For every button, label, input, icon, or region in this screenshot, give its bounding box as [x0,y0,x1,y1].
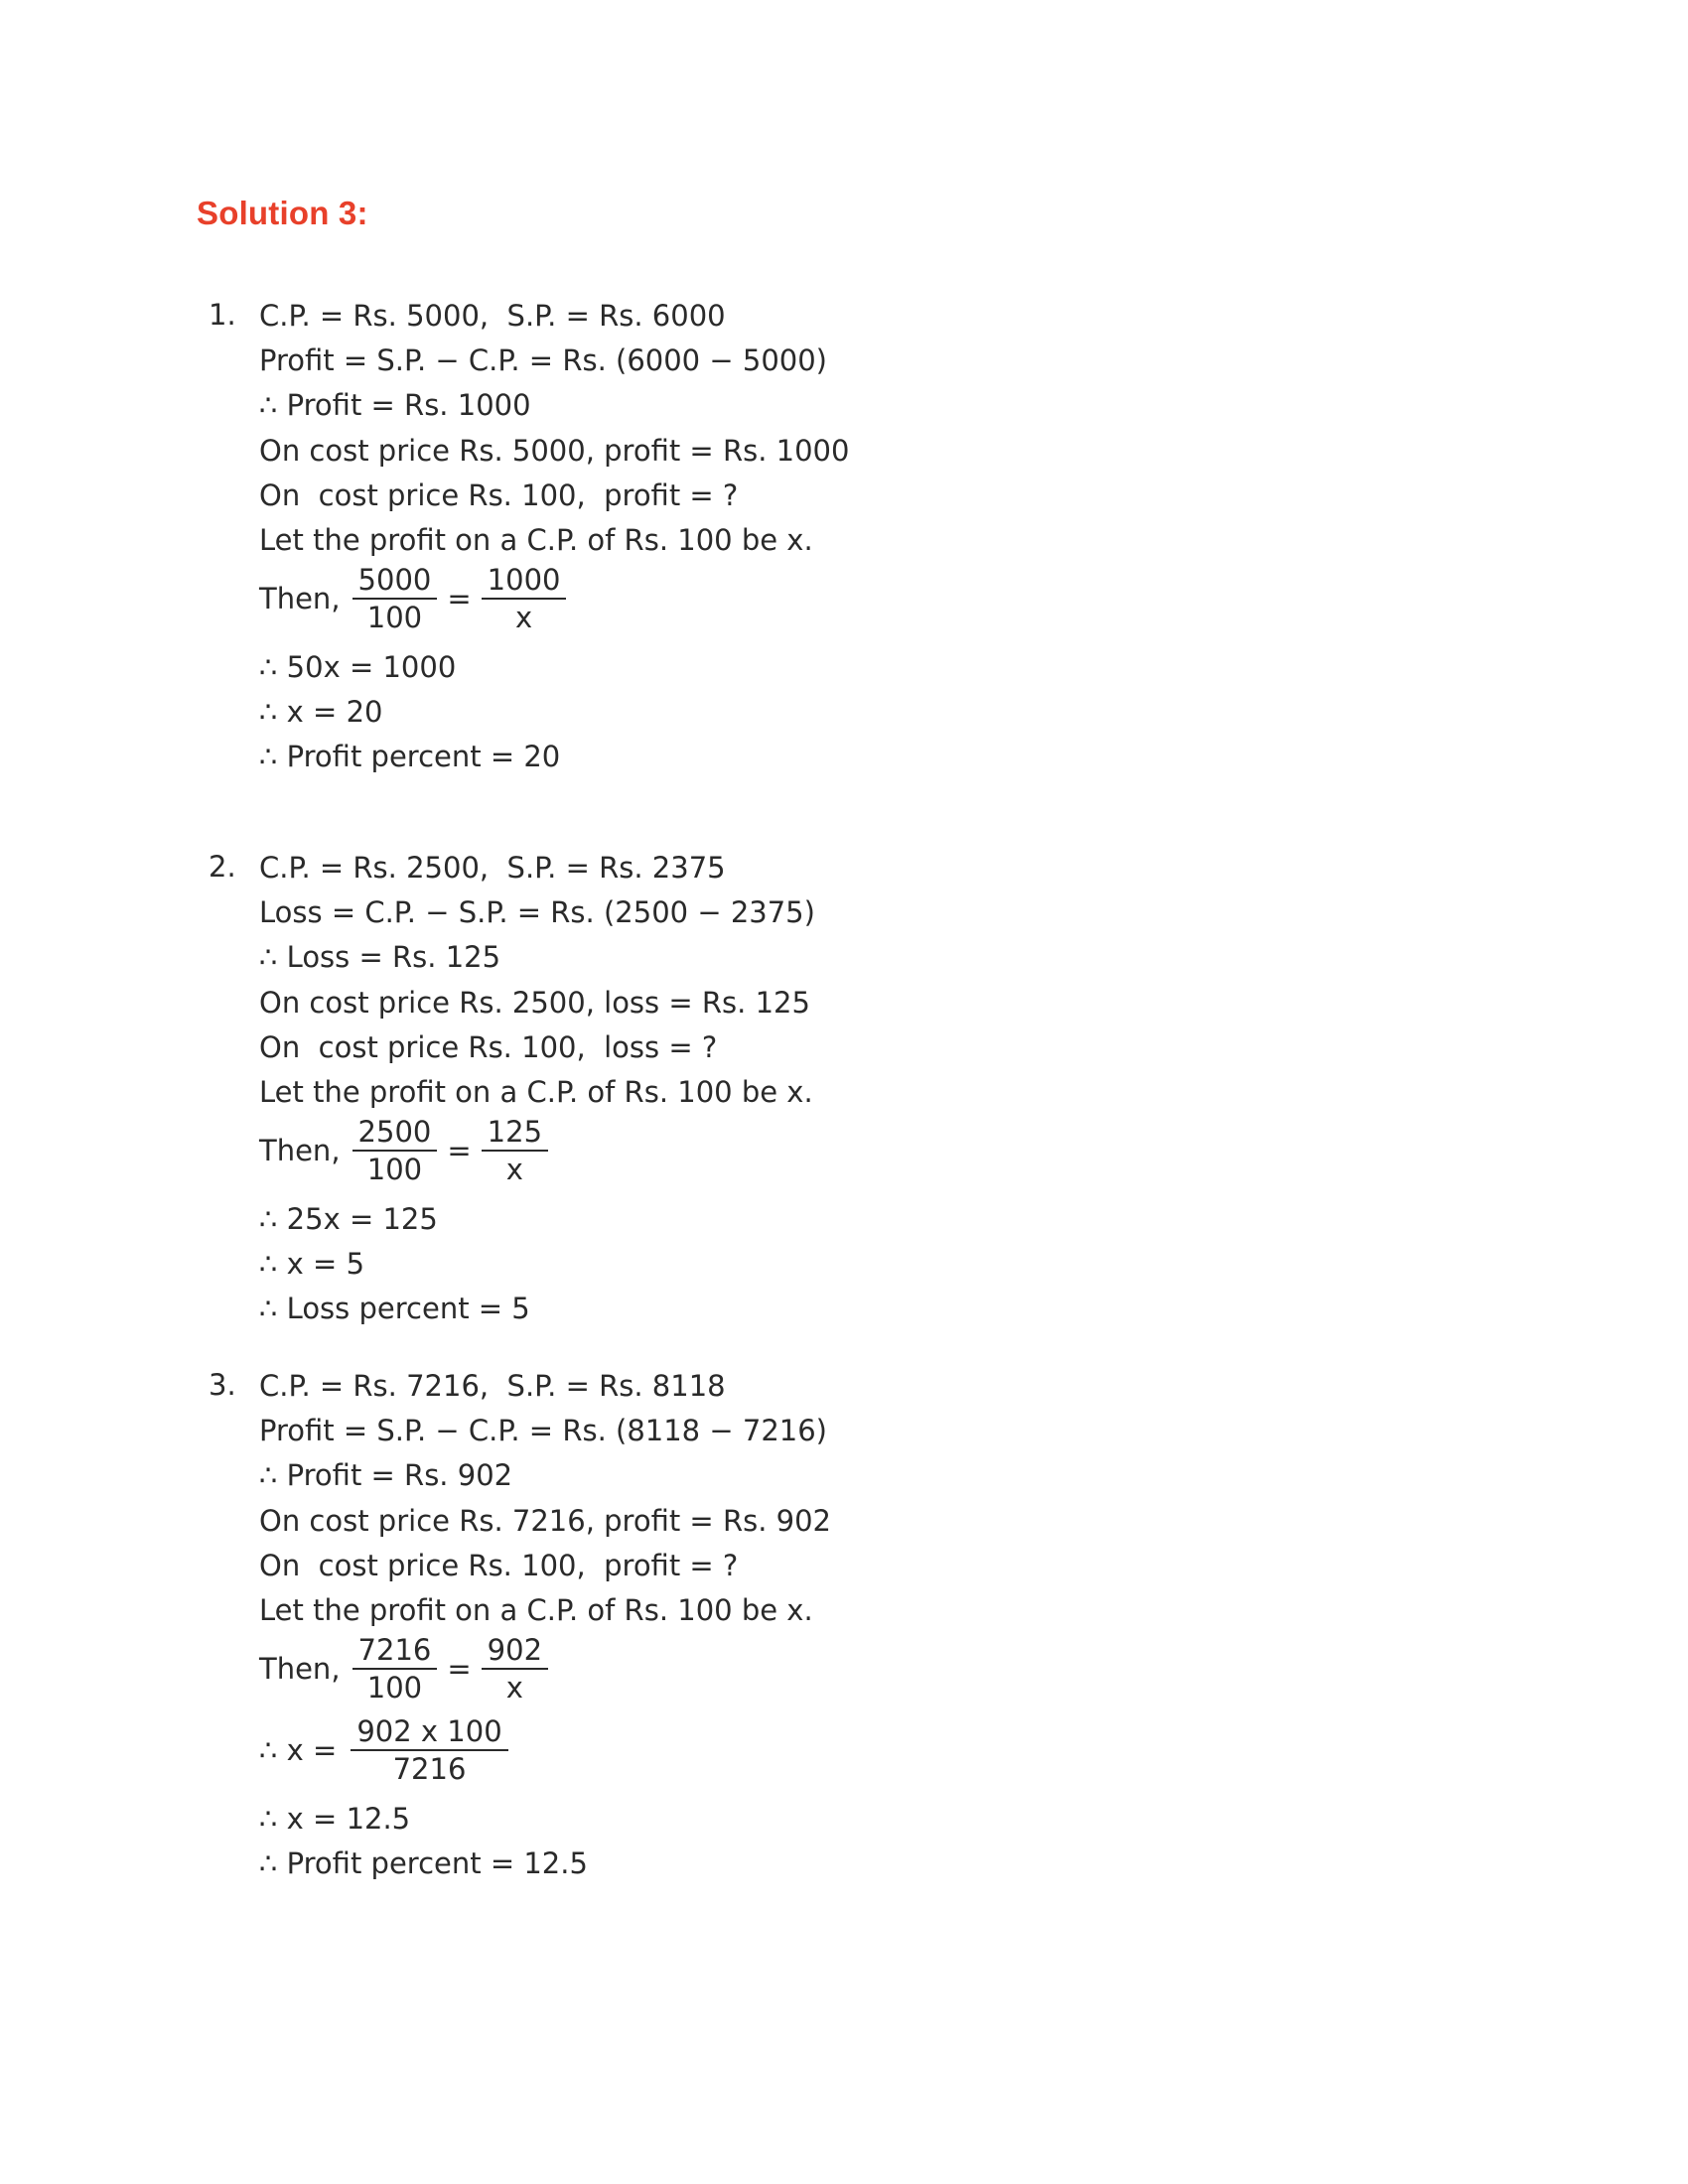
then-label: Then, [259,1134,341,1167]
given-line: C.P. = Rs. 7216, S.P. = Rs. 8118 [259,1369,726,1403]
given-line: C.P. = Rs. 2500, S.P. = Rs. 2375 [259,851,726,885]
answer-line: ∴ Profit percent = 20 [259,740,561,773]
equals-sign: = [447,1134,472,1167]
step-line: ∴ x = 12.5 [259,1802,411,1836]
denominator: 7216 [392,1752,467,1786]
numerator: 7216 [352,1632,438,1670]
assumption-line: Let the profit on a C.P. of Rs. 100 be x. [259,523,813,557]
question-line: On cost price Rs. 100, profit = ? [259,478,739,512]
left-fraction [352,1632,438,1706]
part-number: 1. [209,298,236,332]
denominator: 100 [366,1153,423,1186]
part-number: 2. [209,850,236,884]
result-line: ∴ Profit = Rs. 902 [259,1458,513,1492]
equals-sign: = [447,582,472,615]
numerator: 5000 [352,562,438,600]
numerator: 902 [482,1632,548,1670]
solution-heading: Solution 3: [197,195,368,231]
formula-line: Loss = C.P. − S.P. = Rs. (2500 − 2375) [259,895,815,929]
denominator: 100 [366,1671,423,1705]
numerator: 902 x 100 [351,1713,507,1751]
x-label: ∴ x = [259,1733,338,1767]
equals-sign: = [447,1652,472,1686]
left-fraction [352,1114,438,1187]
answer-line: ∴ Profit percent = 12.5 [259,1846,588,1880]
statement-line: On cost price Rs. 5000, profit = Rs. 1000 [259,434,850,468]
numerator: 1000 [482,562,567,600]
result-line: ∴ Profit = Rs. 1000 [259,388,531,422]
then-label: Then, [259,1652,341,1686]
proportion-equation [259,1632,552,1706]
denominator: x [505,1671,523,1705]
left-fraction [352,562,438,635]
denominator: x [505,1153,523,1186]
assumption-line: Let the profit on a C.P. of Rs. 100 be x. [259,1593,813,1627]
assumption-line: Let the profit on a C.P. of Rs. 100 be x. [259,1075,813,1109]
proportion-equation [259,562,570,635]
given-line: C.P. = Rs. 5000, S.P. = Rs. 6000 [259,299,726,333]
then-label: Then, [259,582,341,615]
answer-line: ∴ Loss percent = 5 [259,1292,530,1325]
formula-line: Profit = S.P. − C.P. = Rs. (6000 − 5000) [259,343,827,377]
denominator: 100 [366,601,423,634]
formula-line: Profit = S.P. − C.P. = Rs. (8118 − 7216) [259,1414,827,1447]
question-line: On cost price Rs. 100, profit = ? [259,1549,739,1582]
statement-line: On cost price Rs. 7216, profit = Rs. 902 [259,1504,831,1538]
numerator: 125 [482,1114,548,1152]
step-line: ∴ x = 20 [259,695,383,729]
numerator: 2500 [352,1114,438,1152]
denominator: x [514,601,533,634]
statement-line: On cost price Rs. 2500, loss = Rs. 125 [259,986,810,1020]
step-line: ∴ 50x = 1000 [259,650,457,684]
proportion-equation [259,1114,552,1187]
right-fraction [482,562,567,635]
x-fraction [351,1713,507,1787]
step-line: ∴ 25x = 125 [259,1202,438,1236]
right-fraction [482,1632,548,1706]
step-line: ∴ x = 5 [259,1247,365,1281]
part-number: 3. [209,1368,236,1402]
result-line: ∴ Loss = Rs. 125 [259,940,501,974]
x-solution-equation [259,1713,512,1787]
right-fraction [482,1114,548,1187]
question-line: On cost price Rs. 100, loss = ? [259,1030,718,1064]
